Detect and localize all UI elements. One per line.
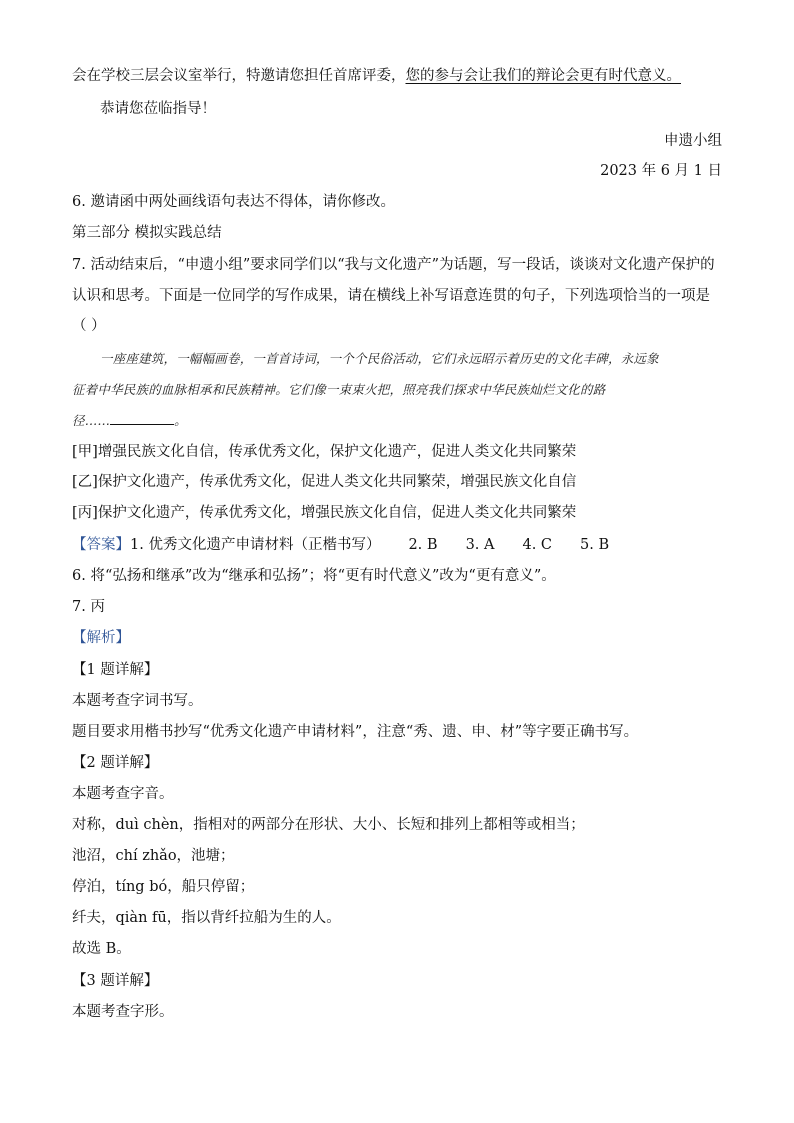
passage-line3 [72, 411, 722, 431]
answer-item-4: 4. C [522, 537, 553, 553]
detail-1-heading: 【1 题详解】 [72, 662, 159, 678]
part-3-heading: 第三部分 模拟实践总结 [72, 225, 222, 241]
detail-2-line3: 池沼，chí zhǎo，池塘； [72, 848, 235, 864]
letter-date: 2023 年 6 月 1 日 [600, 163, 722, 179]
detail-2-heading: 【2 题详解】 [72, 755, 159, 771]
question-6: 6. 邀请函中两处画线语句表达不得体，请你修改。 [72, 194, 395, 210]
answer-item-3: 3. A [465, 537, 495, 553]
detail-2-line1: 本题考查字音。 [72, 786, 174, 802]
question-7-stem-line2: 认识和思考。下面是一位同学的写作成果，请在横线上补写语意连贯的句子，下列选项恰当的一项是 [72, 288, 710, 304]
letter-line1-prefix: 会在学校三层会议室举行，特邀请您担任首席评委， [72, 68, 406, 84]
option-jia: [甲]增强民族文化自信，传承优秀文化，保护文化遗产，促进人类文化共同繁荣 [72, 444, 577, 460]
passage-line3-prefix: 径…… [72, 413, 111, 428]
detail-1-line1: 本题考查字词书写。 [72, 693, 203, 709]
answer-item-2: 2. B [408, 537, 438, 553]
answer-item-1: 1. 优秀文化遗产申请材料（正楷书写） [130, 537, 381, 553]
passage-line2: 征着中华民族的血脉相承和民族精神。它们像一束束火把，照亮我们探求中华民族灿烂文化的路 [72, 382, 606, 397]
detail-2-line5: 纤夫，qiàn fū，指以背纤拉船为生的人。 [72, 910, 341, 926]
letter-signature: 申遗小组 [664, 133, 722, 149]
letter-body-line [72, 66, 722, 86]
letter-closing: 恭请您莅临指导！ [100, 101, 216, 117]
fill-in-blank [110, 412, 174, 425]
detail-2-line4: 停泊，tíng bó，船只停留； [72, 879, 255, 895]
option-yi: [乙]保护文化遗产，传承优秀文化，促进人类文化共同繁荣，增强民族文化自信 [72, 474, 577, 490]
answer-6: 6. 将“弘扬和继承”改为“继承和弘扬”；将“更有时代意义”改为“更有意义”。 [72, 568, 556, 584]
letter-underlined-sentence: 您的参与会让我们的辩论会更有时代意义。 [405, 68, 681, 84]
passage-line3-suffix: 。 [174, 413, 187, 428]
detail-1-line2: 题目要求用楷书抄写“优秀文化遗产申请材料”，注意“秀、遗、申、材”等字要正确书写。 [72, 724, 639, 740]
answer-item-5: 5. B [580, 537, 610, 553]
answer-7: 7. 丙 [72, 599, 105, 615]
detail-2-line6: 故选 B。 [72, 941, 131, 957]
answer-line [72, 535, 722, 555]
detail-3-line1: 本题考查字形。 [72, 1004, 174, 1020]
option-bing: [丙]保护文化遗产，传承优秀文化，增强民族文化自信，促进人类文化共同繁荣 [72, 505, 577, 521]
detail-2-line2: 对称，duì chèn，指相对的两部分在形状、大小、长短和排列上都相等或相当； [72, 817, 585, 833]
passage-line1: 一座座建筑，一幅幅画卷，一首首诗词，一个个民俗活动，它们永远昭示着历史的文化丰碑，永远象 [100, 351, 659, 366]
answer-parentheses: （ ） [72, 318, 106, 334]
analysis-label: 【解析】 [72, 630, 130, 646]
question-7-stem-line1: 7. 活动结束后，“申遗小组”要求同学们以“我与文化遗产”为话题，写一段话，谈谈对文化遗产保护的 [72, 257, 715, 273]
answer-label: 【答案】 [72, 537, 130, 553]
detail-3-heading: 【3 题详解】 [72, 973, 159, 989]
